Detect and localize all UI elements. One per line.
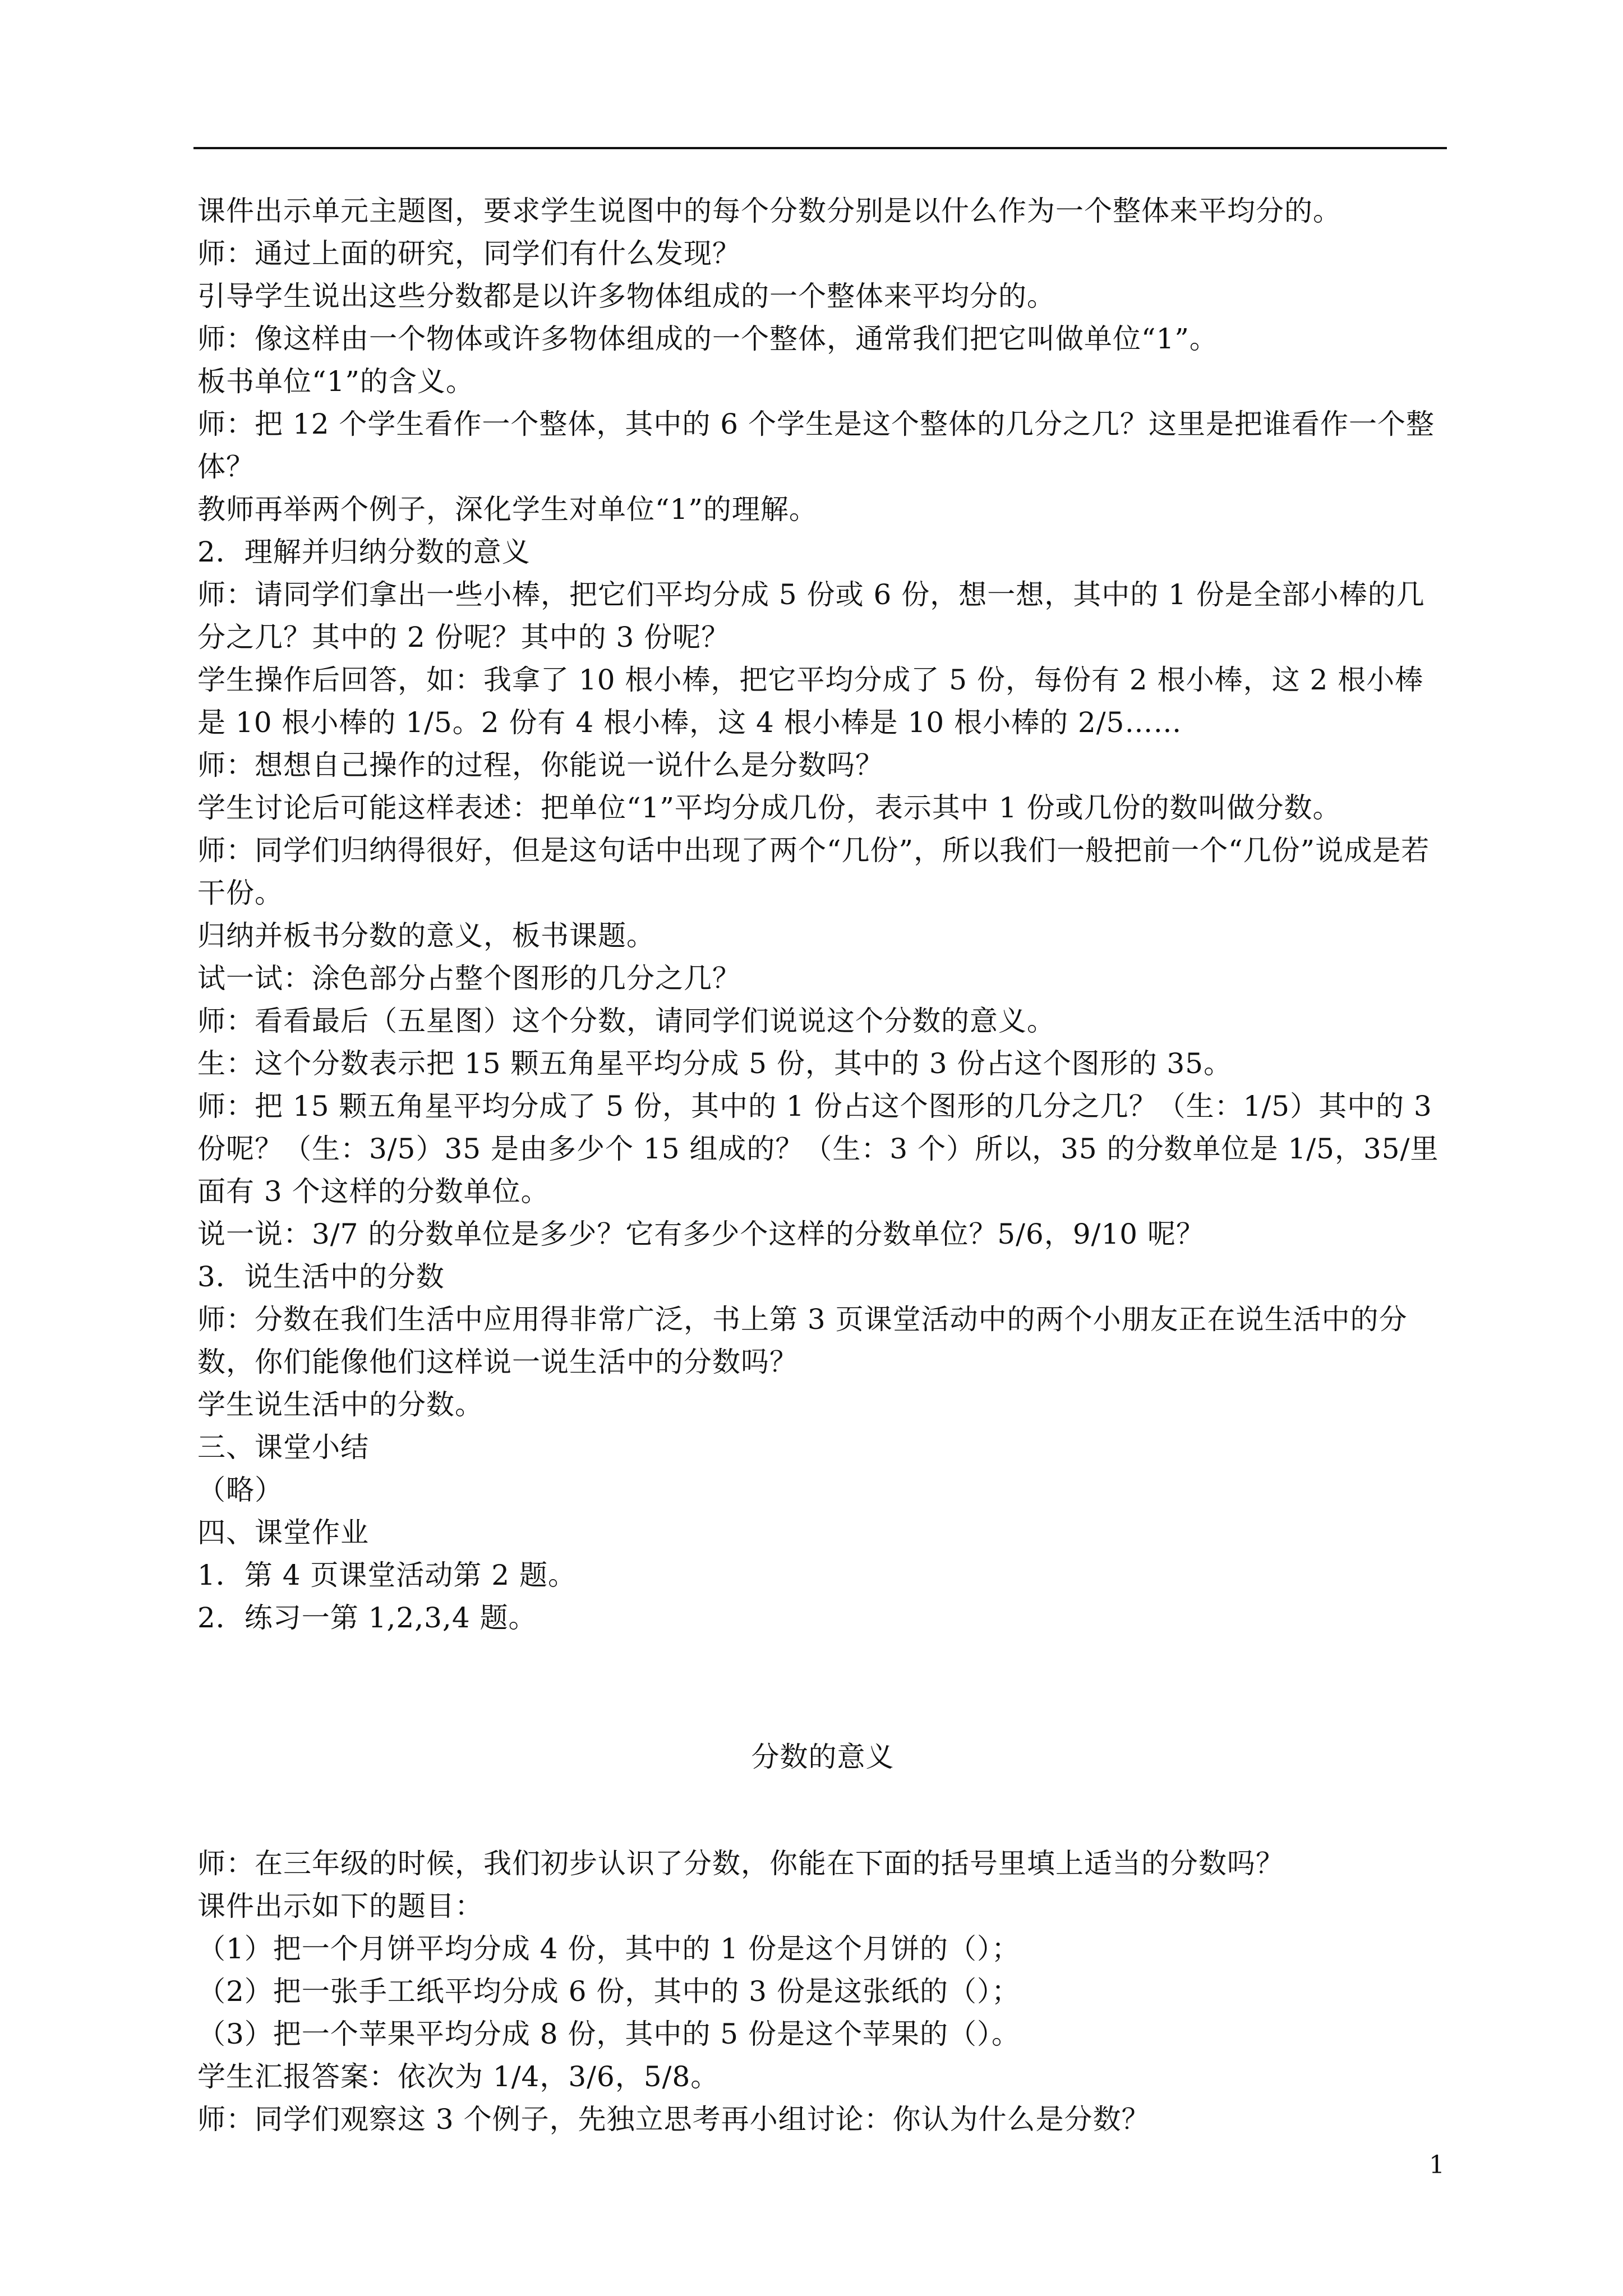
paragraph: 师：像这样由一个物体或许多物体组成的一个整体，通常我们把它叫做单位“1”。 (197, 323, 1218, 355)
header-rule (193, 147, 1447, 149)
paragraph: 师：看看最后（五星图）这个分数，请同学们说说这个分数的意义。 (197, 1005, 1055, 1037)
paragraph: 师：分数在我们生活中应用得非常广泛，书上第 3 页课堂活动中的两个小朋友正在说生活中的分数，你们能像他们这样说一说生活中的分数吗？ (197, 1303, 1408, 1378)
paragraph: （略） (197, 1474, 283, 1506)
paragraph: 师：在三年级的时候，我们初步认识了分数，你能在下面的括号里填上适当的分数吗？ (197, 1847, 1284, 1880)
paragraph: 说一说：3/7 的分数单位是多少？它有多少个这样的分数单位？5/6，9/10 呢？ (197, 1218, 1205, 1250)
subheading: 2．理解并归纳分数的意义 (197, 536, 531, 568)
paragraph: 师：请同学们拿出一些小棒，把它们平均分成 5 份或 6 份，想一想，其中的 1 份是全部小棒的几分之几？其中的 2 份呢？其中的 3 份呢？ (197, 578, 1425, 654)
list-item: （3）把一个苹果平均分成 8 份，其中的 5 份是这个苹果的（）。 (197, 2018, 1021, 2050)
paragraph: 生：这个分数表示把 15 颗五角星平均分成 5 份，其中的 3 份占这个图形的 35。 (197, 1047, 1233, 1080)
paragraph: 师：把 15 颗五角星平均分成了 5 份，其中的 1 份占这个图形的几分之几？（生：1/5）其中的 3 份呢？（生：3/5）35 是由多少个 15 组成的？（生：3 个）所以，35 的分数单位是 1/5，35/里面有 3 个这样的分数单位。 (197, 1090, 1439, 1208)
section-heading: 四、课堂作业 (197, 1516, 369, 1549)
paragraph: 学生汇报答案：依次为 1/4，3/6，5/8。 (197, 2060, 720, 2093)
paragraph: 教师再举两个例子，深化学生对单位“1”的理解。 (197, 493, 818, 526)
paragraph: 师：同学们归纳得很好，但是这句话中出现了两个“几份”，所以我们一般把前一个“几份”说成是若干份。 (197, 834, 1430, 909)
paragraph: 学生说生活中的分数。 (197, 1388, 483, 1421)
paragraph: 学生操作后回答，如：我拿了 10 根小棒，把它平均分成了 5 份，每份有 2 根小棒，这 2 根小棒是 10 根小棒的 1/5。2 份有 4 根小棒，这 4 根小棒是 10 根小棒的 2/5…… (197, 664, 1424, 739)
paragraph: 课件出示如下的题目： (197, 1890, 483, 1922)
paragraph: 师：通过上面的研究，同学们有什么发现？ (197, 237, 741, 270)
list-item: （2）把一张手工纸平均分成 6 份，其中的 3 份是这张纸的（）； (197, 1975, 1021, 2008)
paragraph: 试一试：涂色部分占整个图形的几分之几？ (197, 962, 741, 995)
section-gap (197, 1639, 1448, 1736)
paragraph: 板书单位“1”的含义。 (197, 365, 474, 398)
page-number: 1 (1429, 2151, 1445, 2179)
subheading: 3．说生活中的分数 (197, 1260, 445, 1293)
list-item: 2．练习一第 1,2,3,4 题。 (197, 1602, 537, 1634)
paragraph: 归纳并板书分数的意义，板书课题。 (197, 919, 655, 952)
list-item: 1．第 4 页课堂活动第 2 题。 (197, 1559, 577, 1591)
paragraph: 引导学生说出这些分数都是以许多物体组成的一个整体来平均分的。 (197, 280, 1055, 312)
document-body (197, 190, 1448, 2141)
paragraph: 课件出示单元主题图，要求学生说图中的每个分数分别是以什么作为一个整体来平均分的。 (197, 195, 1341, 227)
paragraph: 师：想想自己操作的过程，你能说一说什么是分数吗？ (197, 749, 884, 781)
section-title: 分数的意义 (751, 1741, 895, 1773)
section-heading: 三、课堂小结 (197, 1431, 369, 1464)
paragraph: 学生讨论后可能这样表述：把单位“1”平均分成几份，表示其中 1 份或几份的数叫做分数。 (197, 792, 1341, 824)
list-item: （1）把一个月饼平均分成 4 份，其中的 1 份是这个月饼的（）； (197, 1932, 1021, 1965)
paragraph: 师：把 12 个学生看作一个整体，其中的 6 个学生是这个整体的几分之几？这里是把谁看作一个整体？ (197, 408, 1435, 483)
paragraph: 师：同学们观察这 3 个例子，先独立思考再小组讨论：你认为什么是分数？ (197, 2103, 1150, 2136)
